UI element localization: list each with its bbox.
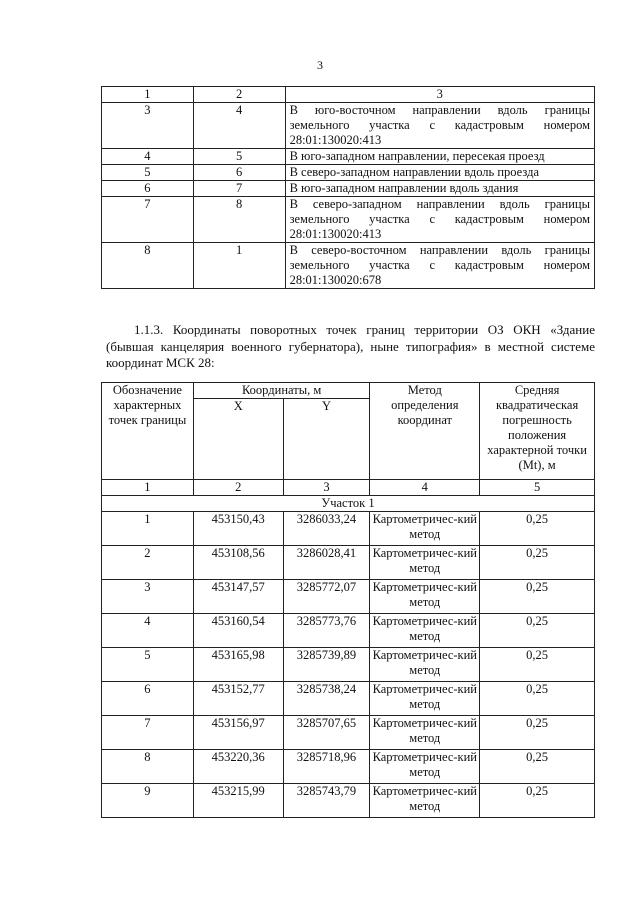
- y-coordinate: 3285738,24: [283, 682, 370, 716]
- direction-description: В северо-западном направлении вдоль границы земельного участка с кадастровым номером 28:01:130020:413: [285, 197, 594, 243]
- y-coordinate: 3285773,76: [283, 614, 370, 648]
- point-number: 6: [102, 682, 194, 716]
- point-from: 4: [102, 149, 194, 165]
- y-coordinate: 3285707,65: [283, 716, 370, 750]
- col-number: 4: [370, 480, 480, 496]
- table-row: [102, 512, 595, 546]
- coords-header: Координаты, м: [193, 383, 370, 399]
- error-value: 0,25: [480, 546, 595, 580]
- col-header: 2: [193, 87, 285, 103]
- table-row: [102, 682, 595, 716]
- error-value: 0,25: [480, 648, 595, 682]
- direction-description: В юго-западном направлении вдоль здания: [285, 181, 594, 197]
- direction-description: В юго-западном направлении, пересекая проезд: [285, 149, 594, 165]
- col-number: 5: [480, 480, 595, 496]
- table-header-row: [102, 87, 595, 103]
- point-number: 8: [102, 750, 194, 784]
- method-cell: Картометричес-кий метод: [370, 682, 480, 716]
- point-to: 7: [193, 181, 285, 197]
- point-number: 5: [102, 648, 194, 682]
- table-row: [102, 546, 595, 580]
- direction-description: В северо-восточном направлении вдоль границы земельного участка с кадастровым номером 28:01:130020:678: [285, 243, 594, 289]
- x-coordinate: 453147,57: [193, 580, 283, 614]
- y-coordinate: 3285743,79: [283, 784, 370, 818]
- table-row: [102, 716, 595, 750]
- col-header: 3: [285, 87, 594, 103]
- error-value: 0,25: [480, 682, 595, 716]
- col-number: 1: [102, 480, 194, 496]
- table-row: [102, 580, 595, 614]
- y-coordinate: 3285772,07: [283, 580, 370, 614]
- error-value: 0,25: [480, 716, 595, 750]
- method-header: Метод определения координат: [370, 383, 480, 480]
- table-row: [102, 197, 595, 243]
- point-number: 3: [102, 580, 194, 614]
- x-coordinate: 453108,56: [193, 546, 283, 580]
- point-to: 8: [193, 197, 285, 243]
- table-row: [102, 149, 595, 165]
- direction-description: В юго-восточном направлении вдоль границы земельного участка с кадастровым номером 28:01:130020:413: [285, 103, 594, 149]
- col-number: 2: [193, 480, 283, 496]
- y-header: Y: [283, 399, 370, 480]
- x-coordinate: 453152,77: [193, 682, 283, 716]
- point-from: 6: [102, 181, 194, 197]
- method-cell: Картометричес-кий метод: [370, 784, 480, 818]
- y-coordinate: 3286028,41: [283, 546, 370, 580]
- x-coordinate: 453215,99: [193, 784, 283, 818]
- y-coordinate: 3285718,96: [283, 750, 370, 784]
- x-coordinate: 453156,97: [193, 716, 283, 750]
- method-cell: Картометричес-кий метод: [370, 750, 480, 784]
- x-coordinate: 453220,36: [193, 750, 283, 784]
- point-to: 4: [193, 103, 285, 149]
- method-cell: Картометричес-кий метод: [370, 648, 480, 682]
- method-cell: Картометричес-кий метод: [370, 512, 480, 546]
- table-header-row: [102, 383, 595, 399]
- x-coordinate: 453150,43: [193, 512, 283, 546]
- method-cell: Картометричес-кий метод: [370, 716, 480, 750]
- table-row: [102, 614, 595, 648]
- error-value: 0,25: [480, 784, 595, 818]
- point-to: 5: [193, 149, 285, 165]
- table-row: [102, 103, 595, 149]
- col-header: 1: [102, 87, 194, 103]
- point-number: 7: [102, 716, 194, 750]
- error-header: Средняя квадратическая погрешность положения характерной точки (Mt), м: [480, 383, 595, 480]
- point-number: 2: [102, 546, 194, 580]
- column-number-row: [102, 480, 595, 496]
- table-row: [102, 750, 595, 784]
- x-coordinate: 453160,54: [193, 614, 283, 648]
- y-coordinate: 3285739,89: [283, 648, 370, 682]
- error-value: 0,25: [480, 580, 595, 614]
- point-number: 9: [102, 784, 194, 818]
- error-value: 0,25: [480, 614, 595, 648]
- table-row: [102, 181, 595, 197]
- point-from: 7: [102, 197, 194, 243]
- x-header: X: [193, 399, 283, 480]
- method-cell: Картометричес-кий метод: [370, 614, 480, 648]
- section-label: Участок 1: [102, 496, 595, 512]
- method-cell: Картометричес-кий метод: [370, 580, 480, 614]
- table-row: [102, 165, 595, 181]
- section-paragraph: 1.1.3. Координаты поворотных точек границ территории ОЗ ОКН «Здание (бывшая канцелярия военного губернатора), ныне типография» в местной системе координат МСК 28:: [106, 322, 595, 370]
- method-cell: Картометричес-кий метод: [370, 546, 480, 580]
- point-to: 1: [193, 243, 285, 289]
- section-row: [102, 496, 595, 512]
- table-row: [102, 784, 595, 818]
- error-value: 0,25: [480, 750, 595, 784]
- point-number: 1: [102, 512, 194, 546]
- designation-header: Обозначение характерных точек границы: [102, 383, 194, 480]
- point-to: 6: [193, 165, 285, 181]
- point-from: 8: [102, 243, 194, 289]
- point-from: 5: [102, 165, 194, 181]
- col-number: 3: [283, 480, 370, 496]
- error-value: 0,25: [480, 512, 595, 546]
- coordinates-table: [101, 382, 595, 818]
- table-row: [102, 648, 595, 682]
- x-coordinate: 453165,98: [193, 648, 283, 682]
- table-row: [102, 243, 595, 289]
- boundary-description-table: [101, 86, 595, 289]
- direction-description: В северо-западном направлении вдоль проезда: [285, 165, 594, 181]
- point-from: 3: [102, 103, 194, 149]
- page-number: 3: [317, 58, 323, 72]
- point-number: 4: [102, 614, 194, 648]
- y-coordinate: 3286033,24: [283, 512, 370, 546]
